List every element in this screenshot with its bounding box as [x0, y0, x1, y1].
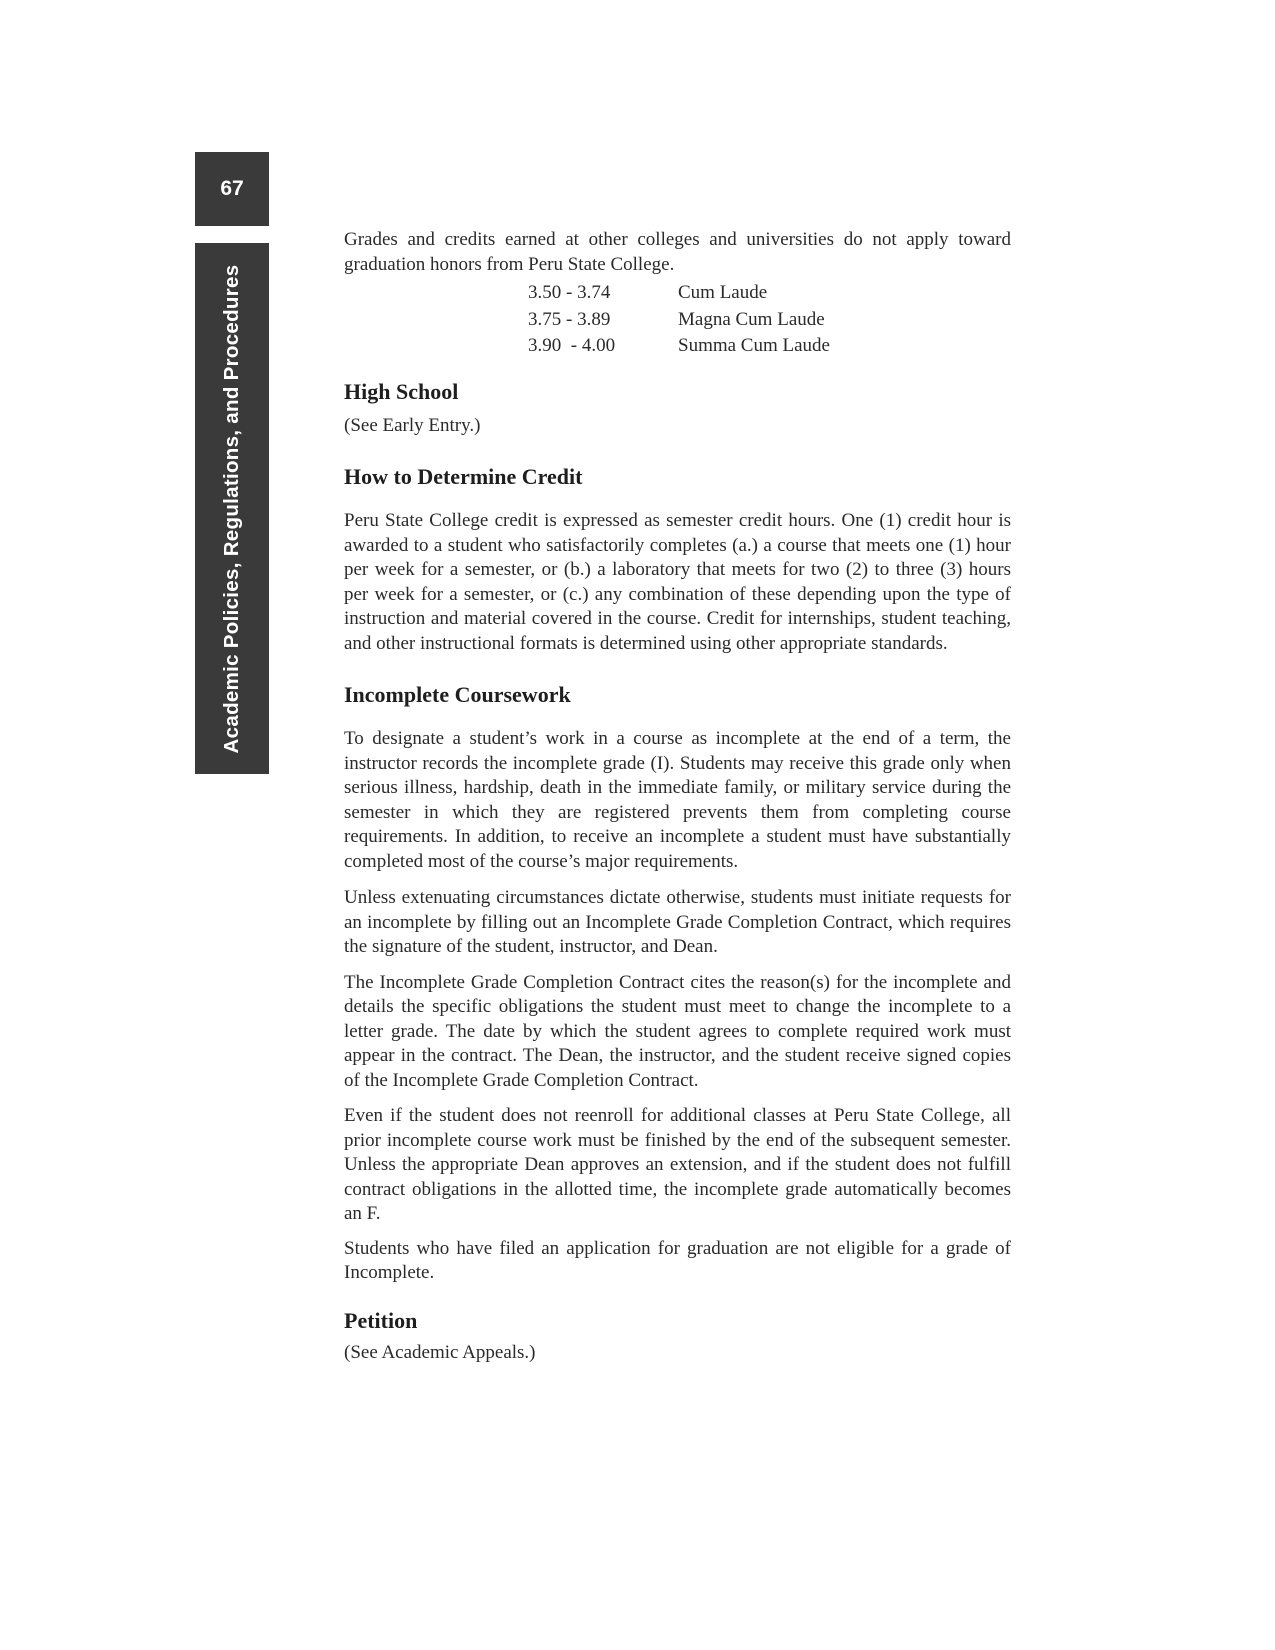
- incomplete-paragraph: To designate a student’s work in a course as incomplete at the end of a term, the instructor records the incomplete grade (I). Students may receive this grade only when serious illness, hardship, death in the immediate family, or military service during the semester in which they are registered prevents them from completing course requirements. In addition, to receive an incomplete a student must have substantially completed most of the course’s major requirements.: [344, 728, 1011, 872]
- intro-paragraph: Grades and credits earned at other colleges and universities do not apply toward graduation honors from Peru State College.: [344, 229, 1011, 275]
- incomplete-paragraph: Students who have filed an application for graduation are not eligible for a grade of Incomplete.: [344, 1237, 1011, 1283]
- honors-range: 3.50 - 3.74: [528, 282, 611, 303]
- honors-range: 3.75 - 3.89: [528, 308, 611, 330]
- credit-paragraph: Peru State College credit is expressed as semester credit hours. One (1) credit hour is awarded to a student who satisfactorily completes (a.) a course that meets one (1) hour per week for a semester, or (b.) a laboratory that meets for two (2) to three (3) hours per week for a semester, or (c.) any combination of these depending upon the type of instruction and material covered in the course. Credit for internships, student teaching, and other instructional formats is determined using other appropriate standards.: [344, 510, 1011, 654]
- honors-table: [528, 280, 1011, 360]
- chapter-side-tab: [195, 243, 269, 774]
- page-number: 67: [195, 152, 269, 226]
- honors-label: Magna Cum Laude: [678, 308, 825, 330]
- incomplete-paragraph: The Incomplete Grade Completion Contract cites the reason(s) for the incomplete and details the specific obligations the student must meet to change the incomplete to a letter grade. The date by which the student agrees to complete required work must appear in the contract. The Dean, the instructor, and the student receive signed copies of the Incomplete Grade Completion Contract.: [344, 971, 1011, 1091]
- page-content: [344, 228, 1011, 1365]
- high-school-heading: High School: [344, 378, 459, 404]
- incomplete-heading: Incomplete Coursework: [344, 682, 571, 707]
- honors-range: 3.90 - 4.00: [528, 335, 616, 356]
- honors-label: Cum Laude: [678, 282, 768, 303]
- honors-label: Summa Cum Laude: [678, 335, 830, 356]
- credit-heading: How to Determine Credit: [344, 464, 583, 489]
- petition-heading: Petition: [344, 1307, 418, 1333]
- incomplete-paragraph: Even if the student does not reenroll for additional classes at Peru State College, all prior incomplete course work must be finished by the end of the subsequent semester. Unless the appropriate Dean approves an extension, and if the student does not fulfill contract obligations in the allotted time, the incomplete grade automatically becomes an F.: [344, 1105, 1011, 1224]
- incomplete-paragraph: Unless extenuating circumstances dictate otherwise, students must initiate requests for an incomplete by filling out an Incomplete Grade Completion Contract, which requires the signature of the student, instructor, and Dean.: [344, 887, 1011, 957]
- high-school-text: (See Early Entry.): [344, 414, 481, 436]
- chapter-side-tab-label: Academic Policies, Regulations, and Procedures: [220, 264, 243, 753]
- petition-text: (See Academic Appeals.): [344, 1341, 536, 1363]
